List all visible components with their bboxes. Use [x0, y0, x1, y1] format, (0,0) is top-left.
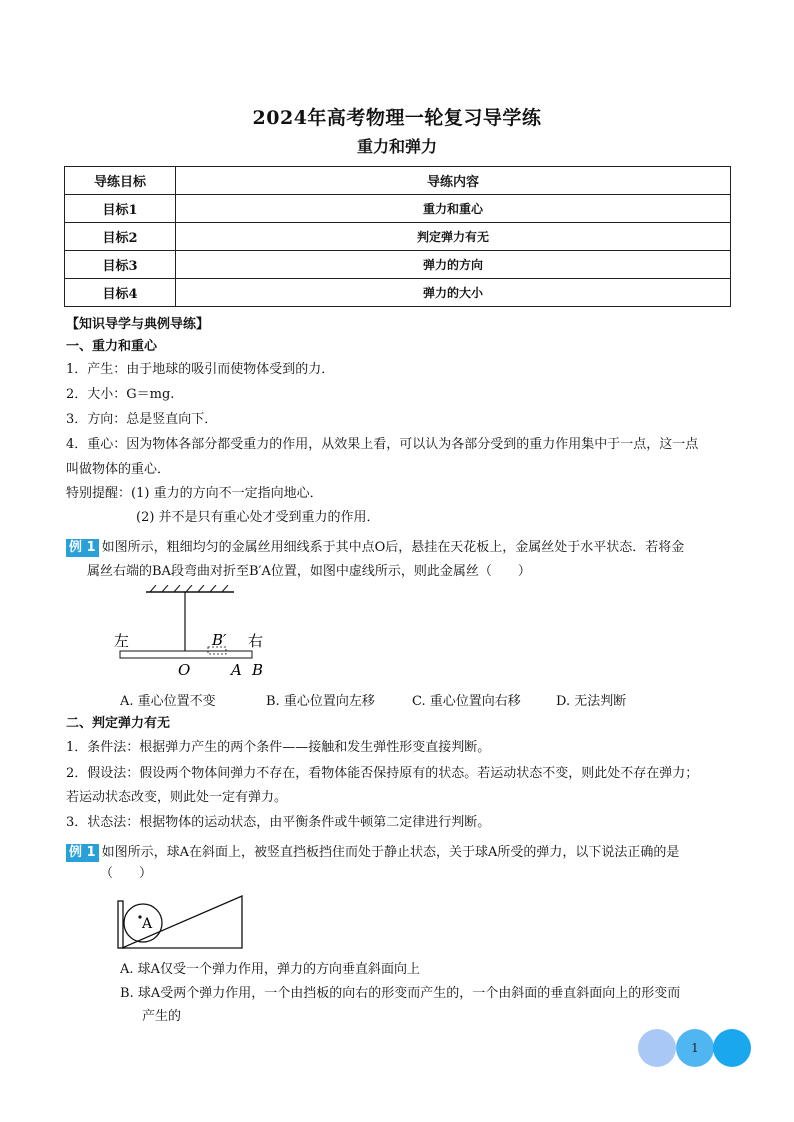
example-tag-text: 例: [69, 540, 83, 555]
example-tag: [66, 539, 99, 557]
example2-line1: [66, 843, 679, 863]
example-tag: [66, 844, 99, 862]
example2-text: 如图所示，球A在斜面上，被竖直挡板挡住而处于静止状态，关于球A所受的弹力，以下说法正确的是: [101, 845, 680, 860]
table-row: [65, 251, 731, 279]
part1-item: 3．方向：总是竖直向下．: [66, 412, 218, 427]
part1-item: 叫做物体的重心．: [66, 462, 171, 477]
note-label: 特别提醒：: [66, 486, 132, 501]
footer-circle-right: [713, 1029, 751, 1067]
table-header-content: 导练内容: [176, 167, 731, 195]
example2-option-b: B. 球A受两个弹力作用，一个由挡板的向右的形变而产生的，一个由斜面的垂直斜面向上的形变而: [120, 986, 681, 1001]
footer-circle-left: [638, 1029, 676, 1067]
table-row: [65, 223, 731, 251]
table-cell-content: 判定弹力有无: [176, 223, 731, 251]
note-item: (1) 重力的方向不一定指向地心．: [131, 486, 323, 501]
label-o: O: [178, 661, 191, 679]
page-title: 2024年高考物理一轮复习导学练: [252, 107, 542, 129]
page-number: 1: [676, 1029, 714, 1067]
part1-item: 1．产生：由于地球的吸引而使物体受到的力．: [66, 362, 335, 377]
incline-figure: [112, 893, 247, 953]
example1-line1: [66, 538, 684, 558]
note-label-line: [66, 484, 323, 504]
label-b: B: [252, 661, 264, 679]
table-cell-content: 重力和重心: [176, 195, 731, 223]
part2-heading: 二、判定弹力有无: [66, 716, 171, 731]
table-cell-goal: 目标4: [65, 279, 176, 307]
table-cell-content: 弹力的大小: [176, 279, 731, 307]
part1-item: 4．重心：因为物体各部分都受重力的作用，从效果上看，可以认为各部分受到的重力作用集中于一点，这一点: [66, 437, 699, 452]
part2-item: 1．条件法：根据弹力产生的两个条件——接触和发生弹性形变直接判断。: [66, 740, 491, 755]
example2-line2: （ ）: [100, 866, 153, 881]
goals-table: [64, 166, 731, 307]
wire-figure: [110, 585, 280, 680]
table-cell-content: 弹力的方向: [176, 251, 731, 279]
ball-label: A: [142, 916, 153, 932]
table-header-goal: 导练目标: [65, 167, 176, 195]
table-header-row: [65, 167, 731, 195]
example1-option-b: B. 重心位置向左移: [266, 694, 375, 709]
example1-option-a: A. 重心位置不变: [120, 694, 216, 709]
table-row: [65, 279, 731, 307]
example-tag-number: 1: [86, 845, 96, 860]
example2-option-b-cont: 产生的: [142, 1009, 182, 1024]
example-tag-text: 例: [69, 845, 83, 860]
table-cell-goal: 目标2: [65, 223, 176, 251]
example2-option-a: A. 球A仅受一个弹力作用，弹力的方向垂直斜面向上: [120, 962, 421, 977]
table-row: [65, 195, 731, 223]
table-cell-goal: 目标3: [65, 251, 176, 279]
table-cell-goal: 目标1: [65, 195, 176, 223]
part2-item: 若运动状态改变，则此处一定有弹力。: [66, 790, 288, 805]
part1-heading: 一、重力和重心: [66, 339, 158, 354]
part2-item: 3．状态法：根据物体的运动状态，由平衡条件或牛顿第二定律进行判断。: [66, 815, 491, 830]
example1-text: 如图所示，粗细均匀的金属丝用细线系于其中点O后，悬挂在天花板上，金属丝处于水平状态．若将金: [101, 540, 685, 555]
page-subtitle: 重力和弹力: [356, 137, 437, 156]
label-a: A: [231, 661, 242, 679]
example1-option-d: D. 无法判断: [556, 694, 627, 709]
label-left: 左: [114, 632, 130, 650]
example-tag-number: 1: [86, 540, 96, 555]
part1-item: 2．大小：G＝mg.: [66, 387, 175, 402]
note-item: (2) 并不是只有重心处才受到重力的作用．: [136, 510, 380, 525]
vertical-baffle: [118, 901, 123, 948]
label-b-prime: B′: [212, 631, 227, 649]
part2-item: 2．假设法：假设两个物体间弹力不存在，看物体能否保持原有的状态。若运动状态不变，则此处不存在弹力；: [66, 766, 699, 781]
example1-option-c: C. 重心位置向右移: [412, 694, 521, 709]
section-heading: 【知识导学与典例导练】: [66, 317, 210, 332]
ceiling: [146, 585, 234, 592]
example1-line2: 属丝右端的BA段弯曲对折至B′A位置，如图中虚线所示，则此金属丝（ ）: [87, 564, 531, 579]
label-right: 右: [248, 632, 264, 650]
metal-wire: [120, 651, 252, 658]
